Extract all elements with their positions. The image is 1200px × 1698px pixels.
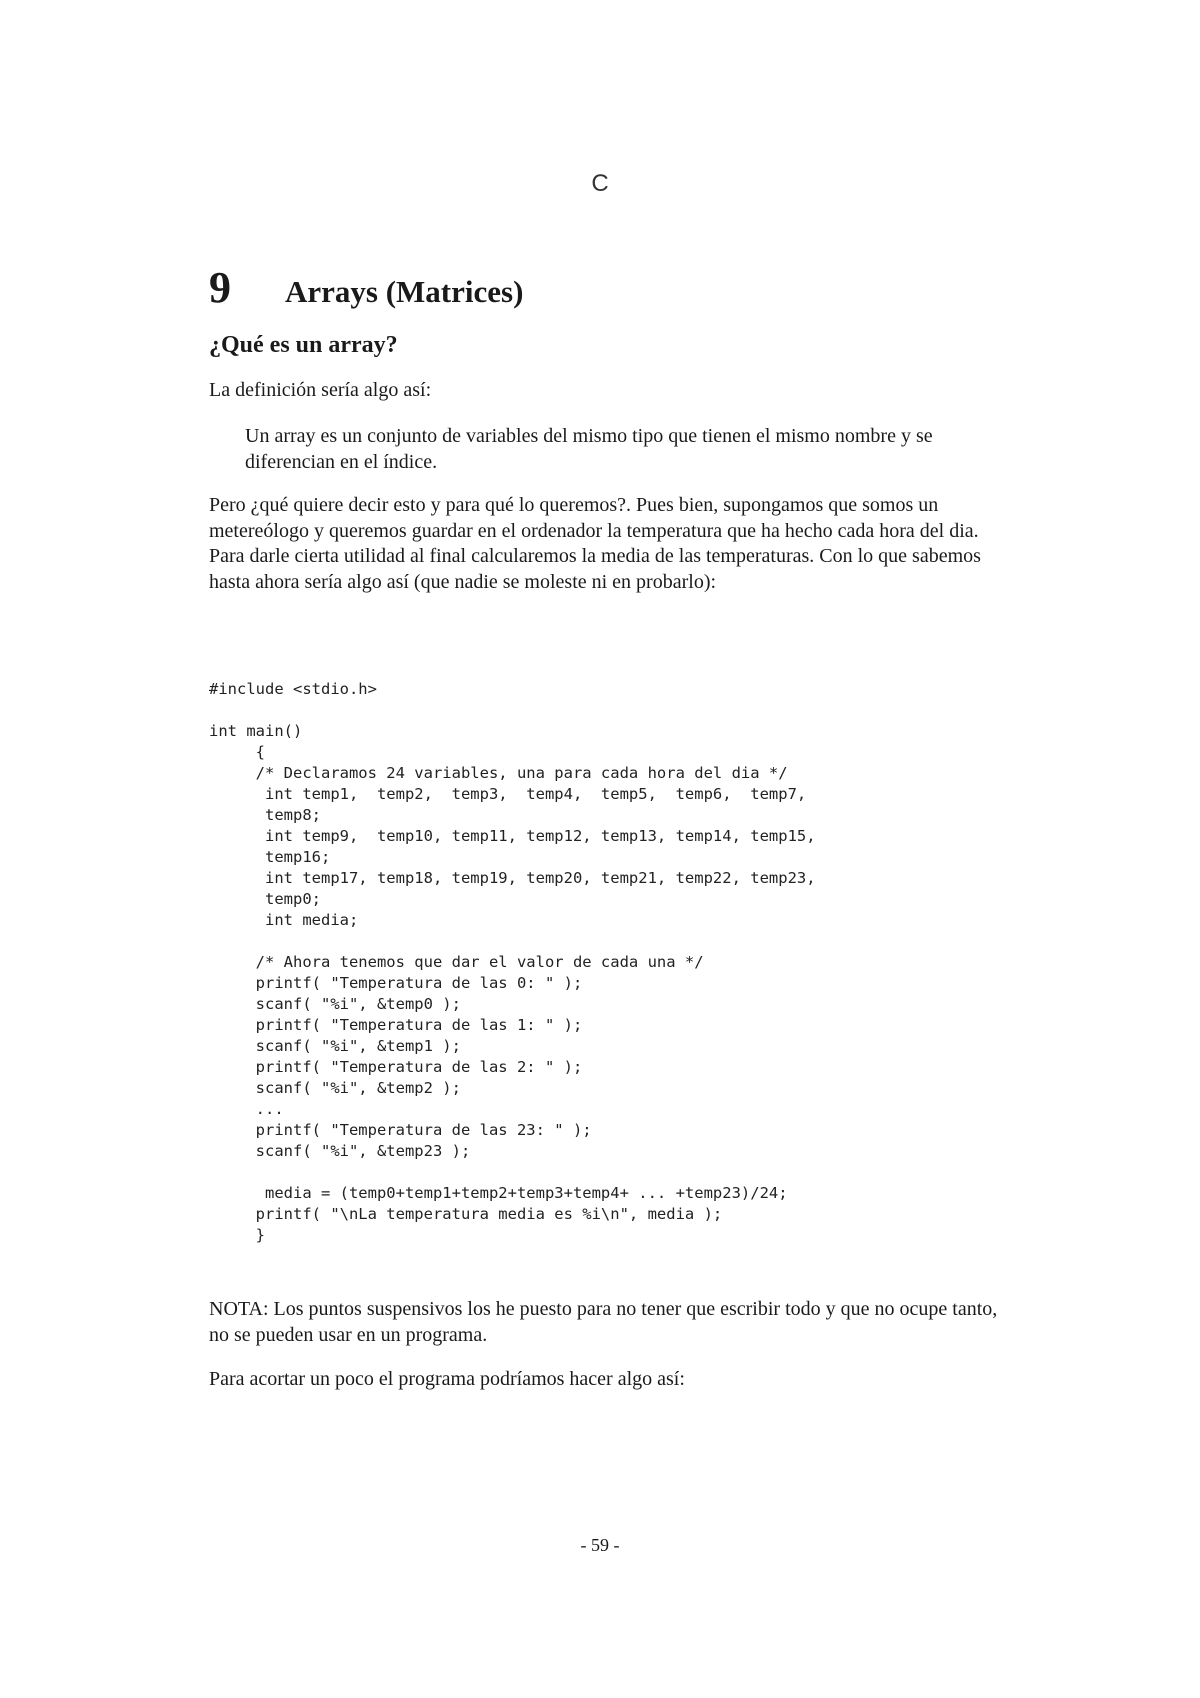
running-header: C [591,170,609,197]
closing-paragraph: Para acortar un poco el programa podríamos hacer algo así: [209,1368,685,1390]
chapter-number: 9 [209,263,231,312]
page-number: - 59 - [580,1535,620,1555]
section-heading: ¿Qué es un array? [209,332,398,358]
definition-quote: Un array es un conjunto de variables del mismo tipo que tienen el mismo nombre y se diferencian en el índice. [245,425,933,473]
explanation-paragraph: Pero ¿qué quiere decir esto y para qué lo queremos?. Pues bien, supongamos que somos un metereólogo y queremos guardar en el ordenador la temperatura que ha hecho cada hora del dia. Para darle cierta utilidad al final calcularemos la media de las temperaturas. Con lo que sabemos hasta ahora sería algo así (que nadie se moleste ni en probarlo): [209,494,981,593]
chapter-heading [209,262,523,313]
note-paragraph: NOTA: Los puntos suspensivos los he puesto para no tener que escribir todo y que no ocupe tanto, no se pueden usar en un programa. [209,1298,998,1346]
code-block: #include <stdio.h> int main() { /* Declaramos 24 variables, una para cada hora del dia */ int temp1, temp2, temp3, temp4, temp5, temp6, temp7, temp8; int temp9, temp10, temp11, temp12, temp13, temp14, temp15, temp16; int temp17, temp18, temp19, temp20, temp21, temp22, temp23, temp0; int media; /* Ahora tenemos que dar el valor de cada una */ printf( "Temperatura de las 0: " ); scanf( "%i", &temp0 ); printf( "Temperatura de las 1: " ); scanf( "%i", &temp1 ); printf( "Temperatura de las 2: " ); scanf( "%i", &temp2 ); ... printf( "Temperatura de las 23: " ); scanf( "%i", &temp23 ); media = (temp0+temp1+temp2+temp3+temp4+ ... +temp23)/24; printf( "\nLa temperatura media es %i\n", media ); } [209,680,816,1244]
intro-paragraph: La definición sería algo así: [209,379,432,401]
chapter-title: Arrays (Matrices) [285,274,524,309]
